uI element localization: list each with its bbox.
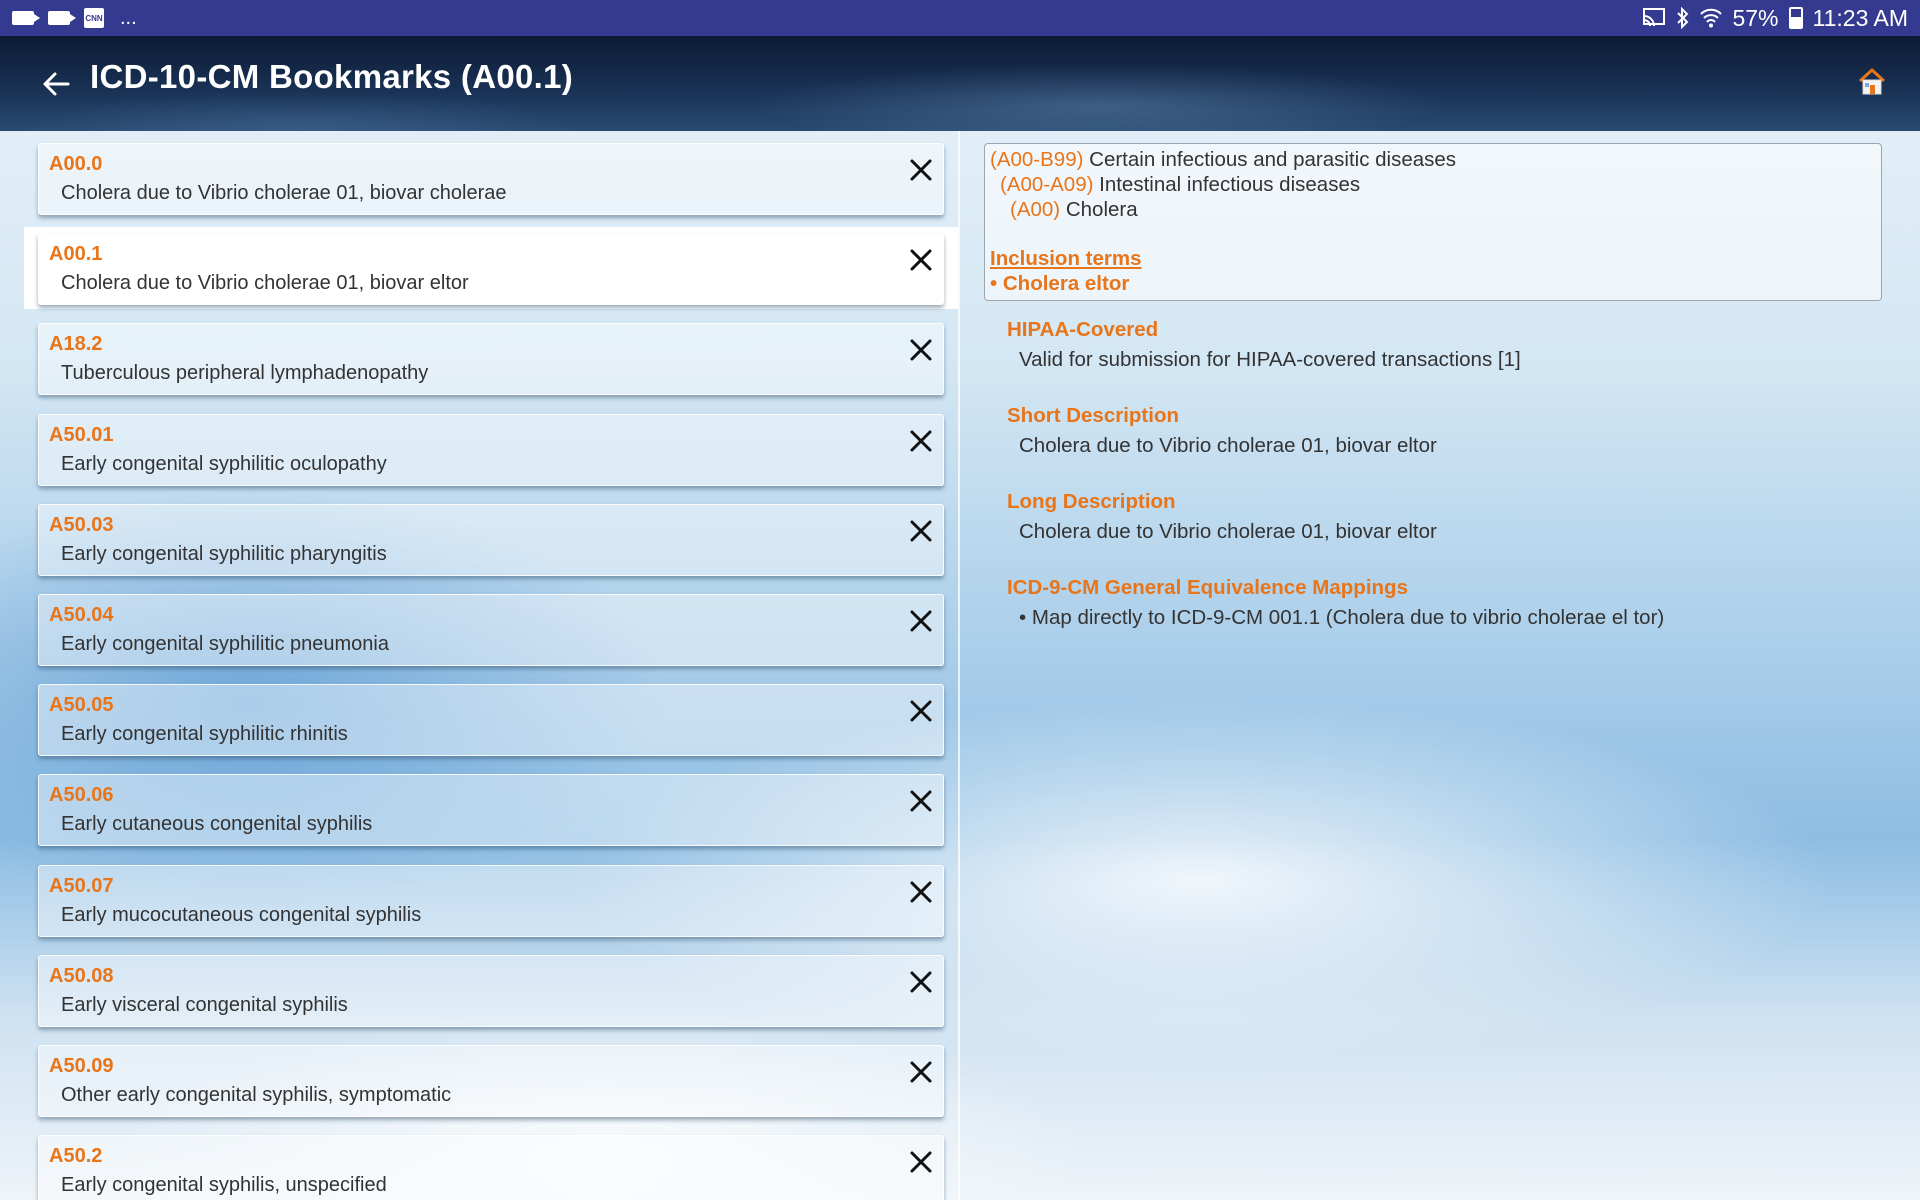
panel-divider [958,131,960,1200]
bookmark-row[interactable] [38,774,944,846]
home-icon [1856,66,1888,98]
close-icon [903,513,939,549]
bookmark-row[interactable] [38,594,944,666]
bookmark-description: Early congenital syphilitic oculopathy [61,452,387,475]
remove-bookmark-button[interactable] [903,423,939,459]
bookmark-code: A50.04 [49,604,114,626]
close-icon [903,783,939,819]
close-icon [903,1054,939,1090]
status-overflow: ... [120,7,137,29]
hierarchy-code: (A00-A09) [1000,173,1094,196]
status-left [0,8,137,28]
bookmark-row[interactable] [38,323,944,395]
remove-bookmark-button[interactable] [903,783,939,819]
close-icon [903,242,939,278]
remove-bookmark-button[interactable] [903,513,939,549]
inclusion-terms-link[interactable]: Inclusion terms [990,247,1142,270]
status-right [1642,0,1908,36]
bookmark-code: A18.2 [49,333,103,356]
bookmark-description: Early congenital syphilitic pharyngitis [61,542,387,565]
video-icon [48,11,70,25]
remove-bookmark-button[interactable] [903,152,939,188]
close-icon [903,603,939,639]
bookmark-code: A50.2 [49,1145,103,1168]
close-icon [903,1144,939,1180]
bookmark-description: Early congenital syphilitic rhinitis [61,723,348,746]
bookmark-description: Early mucocutaneous congenital syphilis [61,903,422,926]
bookmark-description: Cholera due to Vibrio cholerae 01, biovar cholerae [61,182,507,204]
bookmark-code: A50.05 [49,694,114,717]
remove-bookmark-button[interactable] [903,242,939,278]
hierarchy-level-3[interactable] [1010,198,1138,222]
remove-bookmark-button[interactable] [903,693,939,729]
bookmark-row[interactable] [38,1045,944,1117]
battery-icon [1789,7,1803,29]
close-icon [903,423,939,459]
short-description-text: Cholera due to Vibrio cholerae 01, biovar eltor [1019,434,1437,457]
long-description-text: Cholera due to Vibrio cholerae 01, biovar eltor [1019,520,1437,543]
bookmark-row[interactable] [38,865,944,937]
hierarchy-code: (A00-B99) [990,148,1084,171]
inclusion-term-item: • Cholera eltor [990,272,1130,295]
hierarchy-text: Certain infectious and parasitic diseases [1089,148,1457,171]
bookmark-row[interactable] [38,414,944,486]
wifi-icon [1700,8,1722,28]
remove-bookmark-button[interactable] [903,1144,939,1180]
bookmark-code: A50.01 [49,423,114,446]
bookmark-description: Early visceral congenital syphilis [61,993,348,1016]
bookmark-description: Early congenital syphilitic pneumonia [61,633,389,655]
hierarchy-level-2[interactable] [1000,173,1360,197]
bookmark-description: Cholera due to Vibrio cholerae 01, biovar eltor [61,272,469,295]
hierarchy-code: (A00) [1010,198,1061,221]
hierarchy-box [984,143,1882,301]
bookmark-list[interactable] [0,131,958,1200]
back-arrow-icon [42,71,70,97]
bookmark-description: Early congenital syphilis, unspecified [61,1174,387,1197]
hierarchy-level-1[interactable] [990,148,1456,172]
bookmark-description: Other early congenital syphilis, symptomatic [61,1084,452,1106]
bookmark-row[interactable] [38,504,944,576]
hierarchy-text: Cholera [1065,198,1138,221]
bookmark-row[interactable] [38,684,944,756]
bookmark-row[interactable] [38,955,944,1027]
short-description-title: Short Description [1007,404,1179,427]
cnn-app-icon: CNN [84,8,104,28]
close-icon [903,874,939,910]
remove-bookmark-button[interactable] [903,603,939,639]
app-bar [0,36,1920,131]
bookmark-row[interactable] [38,1135,944,1200]
bookmark-code: A50.03 [49,513,114,536]
bookmark-code: A00.0 [49,153,103,175]
bookmark-code: A50.06 [49,784,114,807]
bluetooth-icon [1676,7,1690,29]
bookmark-row[interactable] [38,143,944,215]
gem-mappings-text: • Map directly to ICD-9-CM 001.1 (Cholera due to vibrio cholerae el tor) [1019,606,1665,629]
bookmark-code: A50.07 [49,874,114,897]
bookmark-code: A50.08 [49,964,114,987]
close-icon [903,332,939,368]
close-icon [903,964,939,1000]
bookmark-row[interactable] [38,233,944,305]
clock: 11:23 AM [1812,4,1908,31]
cast-icon [1642,8,1666,28]
video-icon [12,11,34,25]
hipaa-text: Valid for submission for HIPAA-covered transactions [1] [1019,348,1521,371]
bookmark-code: A00.1 [49,243,103,266]
long-description-title: Long Description [1007,490,1176,513]
battery-percent: 57% [1732,4,1779,31]
bookmark-code: A50.09 [49,1055,114,1077]
bookmark-description: Tuberculous peripheral lymphadenopathy [61,362,429,385]
back-button[interactable] [36,64,76,104]
remove-bookmark-button[interactable] [903,964,939,1000]
hipaa-title: HIPAA-Covered [1007,318,1159,341]
home-button[interactable] [1856,66,1892,102]
bookmark-description: Early cutaneous congenital syphilis [61,813,373,836]
close-icon [903,152,939,188]
hierarchy-text: Intestinal infectious diseases [1099,173,1361,196]
status-bar [0,0,1920,36]
remove-bookmark-button[interactable] [903,332,939,368]
remove-bookmark-button[interactable] [903,1054,939,1090]
page-title: ICD-10-CM Bookmarks (A00.1) [90,58,574,95]
remove-bookmark-button[interactable] [903,874,939,910]
gem-mappings-title: ICD-9-CM General Equivalence Mappings [1007,576,1408,599]
close-icon [903,693,939,729]
